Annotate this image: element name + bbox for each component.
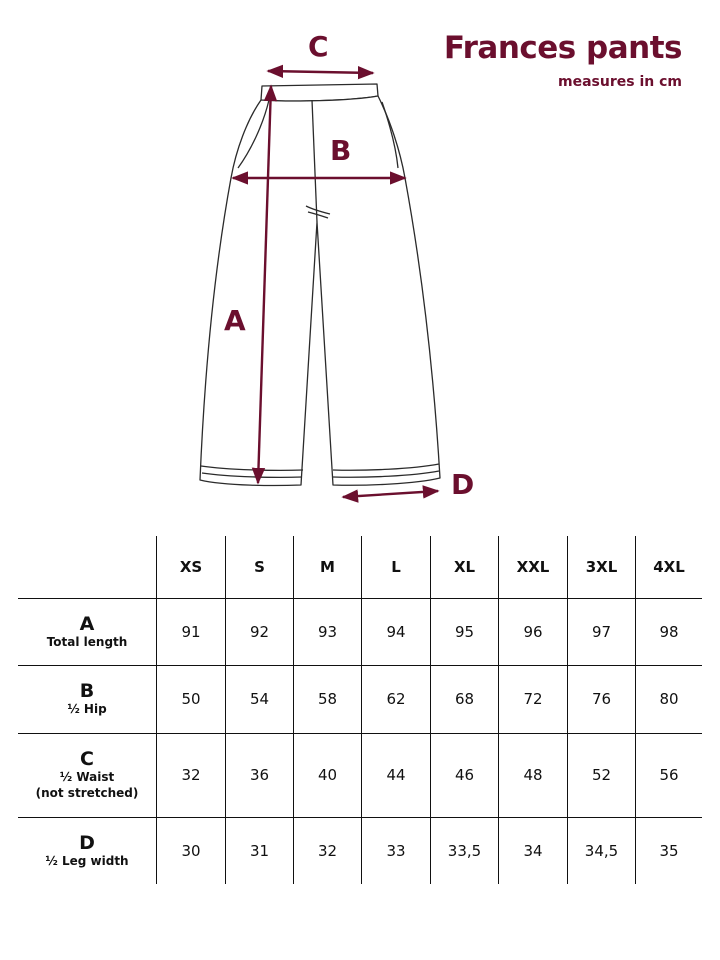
- table-cell: 62: [362, 665, 431, 733]
- table-cell: 58: [294, 665, 362, 733]
- table-cell: 32: [294, 817, 362, 884]
- measure-b-label: B: [330, 134, 352, 167]
- size-header: 4XL: [636, 536, 703, 598]
- table-row: [18, 733, 702, 817]
- table-cell: 80: [636, 665, 703, 733]
- table-cell: 44: [362, 733, 431, 817]
- units-subtitle: measures in cm: [558, 74, 682, 90]
- measure-d-arrow: [343, 491, 438, 497]
- page-title: Frances pants: [443, 30, 682, 66]
- table-cell: 32: [157, 733, 226, 817]
- size-header: XS: [157, 536, 226, 598]
- size-header: 3XL: [568, 536, 636, 598]
- table-cell: 34: [499, 817, 568, 884]
- measure-a-label: A: [224, 304, 246, 337]
- table-cell: 46: [431, 733, 499, 817]
- measure-c-label: C: [308, 30, 329, 63]
- table-cell: 72: [499, 665, 568, 733]
- table-cell: 95: [431, 598, 499, 665]
- row-name: ½ Waist: [59, 770, 115, 784]
- table-row: [18, 598, 702, 665]
- table-cell: 33: [362, 817, 431, 884]
- size-header: S: [226, 536, 294, 598]
- size-header: XXL: [499, 536, 568, 598]
- size-chart-table: [18, 536, 702, 884]
- row-letter: D: [79, 831, 95, 854]
- table-cell: 35: [659, 841, 679, 860]
- table-cell: 76: [568, 665, 636, 733]
- row-name: ½ Hip: [67, 702, 107, 716]
- table-cell: 31: [226, 817, 294, 884]
- table-cell: 40: [294, 733, 362, 817]
- table-corner-cell: [18, 536, 157, 598]
- row-label: [18, 665, 157, 733]
- row-letter: A: [79, 612, 95, 635]
- table-cell: 30: [157, 817, 226, 884]
- measure-d-label: D: [451, 468, 475, 501]
- row-name: Total length: [46, 634, 128, 649]
- row-letter: B: [79, 680, 95, 702]
- size-header: M: [294, 536, 362, 598]
- row-label: [18, 598, 157, 665]
- table-cell: 91: [157, 598, 226, 665]
- table-cell: 34,5: [568, 817, 636, 884]
- table-cell: 96: [499, 598, 568, 665]
- row-name: ½ Leg width: [45, 853, 129, 868]
- row-label: [18, 817, 157, 884]
- row-name-note: (not stretched): [35, 786, 139, 800]
- table-cell: 33,5: [431, 817, 499, 884]
- table-cell: 92: [226, 598, 294, 665]
- table-cell: 52: [568, 733, 636, 817]
- table-cell: 56: [636, 733, 703, 817]
- table-cell: 68: [431, 665, 499, 733]
- table-header-row: [18, 536, 702, 598]
- measure-c-arrow: [268, 71, 373, 73]
- row-letter: C: [80, 748, 94, 770]
- row-label: [18, 733, 157, 817]
- table-cell: 48: [499, 733, 568, 817]
- table-cell: 97: [568, 598, 636, 665]
- table-cell: 36: [226, 733, 294, 817]
- table-cell: 98: [636, 598, 703, 665]
- size-header: XL: [431, 536, 499, 598]
- table-cell: 93: [294, 598, 362, 665]
- table-row: [18, 817, 702, 884]
- table-cell: 54: [226, 665, 294, 733]
- size-header: L: [362, 536, 431, 598]
- table-cell: 94: [362, 598, 431, 665]
- pants-outline: [200, 84, 440, 485]
- table-row: [18, 665, 702, 733]
- table-cell: 50: [157, 665, 226, 733]
